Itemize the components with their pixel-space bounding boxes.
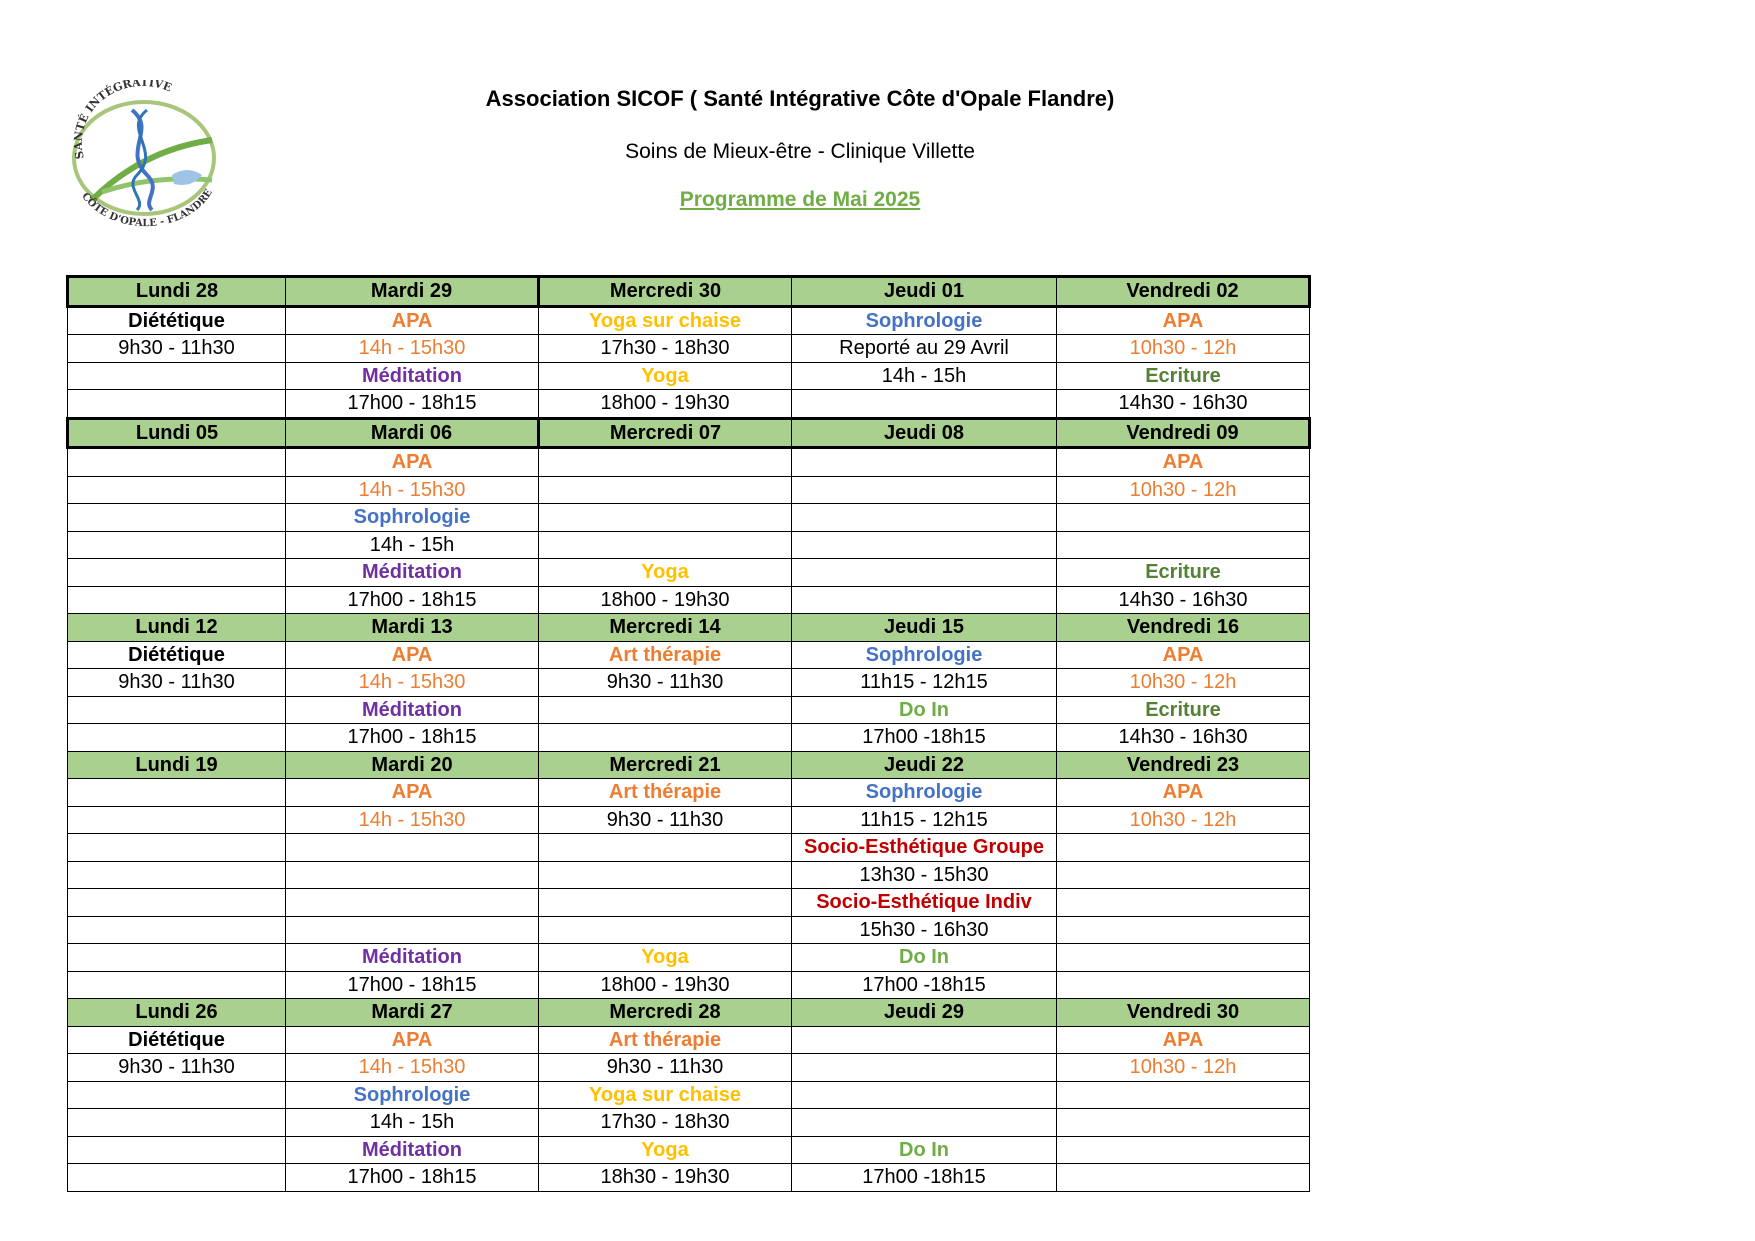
time-cell: [68, 390, 286, 419]
time-cell: [1057, 1081, 1310, 1109]
day-header: Mardi 29: [286, 277, 539, 307]
activity-cell: Yoga: [539, 559, 792, 587]
time-cell: 10h30 - 12h: [1057, 335, 1310, 363]
activity-cell: Méditation: [286, 1136, 539, 1164]
schedule-row: [68, 861, 1310, 889]
week-header-row: [68, 277, 1310, 307]
activity-cell: Sophrologie: [286, 1081, 539, 1109]
time-cell: [68, 1164, 286, 1192]
activity-cell: Sophrologie: [286, 504, 539, 532]
schedule-row: [68, 531, 1310, 559]
time-cell: [539, 834, 792, 862]
time-cell: [68, 806, 286, 834]
time-cell: 17h30 - 18h30: [539, 335, 792, 363]
time-cell: 9h30 - 11h30: [539, 806, 792, 834]
time-cell: [1057, 504, 1310, 532]
activity-cell: APA: [286, 1026, 539, 1054]
time-cell: 14h30 - 16h30: [1057, 586, 1310, 614]
logo-bottom-text: CÔTE D'OPALE - FLANDRE: [79, 187, 215, 230]
time-cell: [68, 1081, 286, 1109]
time-cell: [539, 448, 792, 477]
time-cell: [68, 1109, 286, 1137]
time-cell: [792, 1054, 1057, 1082]
schedule-row: [68, 1054, 1310, 1082]
time-cell: 14h - 15h30: [286, 1054, 539, 1082]
sicof-logo: [62, 80, 230, 230]
time-cell: Reporté au 29 Avril: [792, 335, 1057, 363]
time-cell: 17h00 - 18h15: [286, 390, 539, 419]
time-cell: 15h30 - 16h30: [792, 916, 1057, 944]
time-cell: 9h30 - 11h30: [68, 1054, 286, 1082]
activity-cell: APA: [1057, 448, 1310, 477]
schedule-row: [68, 586, 1310, 614]
time-cell: [286, 916, 539, 944]
schedule-table: [66, 275, 1311, 1192]
activity-cell: APA: [1057, 1026, 1310, 1054]
activity-cell: Do In: [792, 1136, 1057, 1164]
time-cell: 10h30 - 12h: [1057, 669, 1310, 697]
time-cell: [1057, 944, 1310, 972]
activity-cell: Méditation: [286, 362, 539, 390]
svg-text:SANTÉ INTÉGRATIVE: [72, 80, 174, 160]
time-cell: 9h30 - 11h30: [68, 335, 286, 363]
time-cell: 14h - 15h: [792, 362, 1057, 390]
schedule-row: [68, 559, 1310, 587]
page-title: Association SICOF ( Santé Intégrative Côte d'Opale Flandre): [485, 86, 1115, 111]
time-cell: 14h30 - 16h30: [1057, 724, 1310, 752]
activity-cell: Méditation: [286, 696, 539, 724]
day-header: Jeudi 08: [792, 418, 1057, 448]
schedule-row: [68, 362, 1310, 390]
time-cell: 9h30 - 11h30: [68, 669, 286, 697]
time-cell: [1057, 1164, 1310, 1192]
time-cell: [792, 476, 1057, 504]
schedule-row: [68, 834, 1310, 862]
time-cell: [286, 861, 539, 889]
time-cell: [792, 531, 1057, 559]
time-cell: [792, 586, 1057, 614]
time-cell: 10h30 - 12h: [1057, 1054, 1310, 1082]
time-cell: 9h30 - 11h30: [539, 669, 792, 697]
week-header-row: [68, 418, 1310, 448]
time-cell: [792, 448, 1057, 477]
time-cell: [68, 531, 286, 559]
activity-cell: Sophrologie: [792, 306, 1057, 335]
activity-cell: Yoga: [539, 1136, 792, 1164]
logo-top-text: SANTÉ INTÉGRATIVE: [71, 80, 174, 161]
time-cell: [286, 834, 539, 862]
time-cell: 13h30 - 15h30: [792, 861, 1057, 889]
time-cell: [68, 476, 286, 504]
schedule-row: [68, 448, 1310, 477]
time-cell: [1057, 834, 1310, 862]
time-cell: [539, 889, 792, 917]
time-cell: [792, 1081, 1057, 1109]
time-cell: [68, 448, 286, 477]
time-cell: [68, 779, 286, 807]
schedule-row: [68, 724, 1310, 752]
time-cell: 18h00 - 19h30: [539, 586, 792, 614]
activity-cell: Yoga sur chaise: [539, 306, 792, 335]
time-cell: 18h30 - 19h30: [539, 1164, 792, 1192]
activity-cell: Yoga: [539, 944, 792, 972]
activity-cell: Diététique: [68, 1026, 286, 1054]
time-cell: 14h - 15h30: [286, 335, 539, 363]
day-header: Mardi 06: [286, 418, 539, 448]
schedule-row: [68, 669, 1310, 697]
day-header: Jeudi 22: [792, 751, 1057, 779]
day-header: Lundi 26: [68, 999, 286, 1027]
schedule-row: [68, 306, 1310, 335]
time-cell: [68, 1136, 286, 1164]
schedule-row: [68, 971, 1310, 999]
time-cell: 17h00 - 18h15: [286, 724, 539, 752]
time-cell: 10h30 - 12h: [1057, 806, 1310, 834]
activity-cell: Diététique: [68, 641, 286, 669]
time-cell: [539, 724, 792, 752]
schedule-row: [68, 390, 1310, 419]
activity-cell: Yoga: [539, 362, 792, 390]
schedule-row: [68, 806, 1310, 834]
day-header: Vendredi 16: [1057, 614, 1310, 642]
activity-cell: Do In: [792, 944, 1057, 972]
activity-cell: APA: [286, 306, 539, 335]
day-header: Jeudi 29: [792, 999, 1057, 1027]
schedule-row: [68, 476, 1310, 504]
schedule-row: [68, 335, 1310, 363]
time-cell: 17h00 -18h15: [792, 1164, 1057, 1192]
time-cell: [68, 916, 286, 944]
day-header: Mardi 13: [286, 614, 539, 642]
activity-cell: Méditation: [286, 944, 539, 972]
schedule-row: [68, 696, 1310, 724]
time-cell: [539, 504, 792, 532]
activity-cell: Ecriture: [1057, 362, 1310, 390]
time-cell: [1057, 916, 1310, 944]
time-cell: 14h30 - 16h30: [1057, 390, 1310, 419]
time-cell: 14h - 15h: [286, 1109, 539, 1137]
day-header: Vendredi 23: [1057, 751, 1310, 779]
page-subtitle: Soins de Mieux-être - Clinique Villette: [625, 140, 975, 163]
time-cell: [539, 531, 792, 559]
time-cell: 11h15 - 12h15: [792, 669, 1057, 697]
day-header: Mardi 27: [286, 999, 539, 1027]
time-cell: [539, 861, 792, 889]
time-cell: [792, 504, 1057, 532]
time-cell: 11h15 - 12h15: [792, 806, 1057, 834]
day-header: Mercredi 28: [539, 999, 792, 1027]
schedule-row: [68, 916, 1310, 944]
time-cell: [792, 1026, 1057, 1054]
schedule-row: [68, 944, 1310, 972]
week-header-row: [68, 614, 1310, 642]
activity-cell: APA: [286, 448, 539, 477]
week-header-row: [68, 751, 1310, 779]
activity-cell: APA: [286, 641, 539, 669]
program-title: [380, 188, 1220, 212]
time-cell: [68, 696, 286, 724]
day-header: Lundi 19: [68, 751, 286, 779]
time-cell: 9h30 - 11h30: [539, 1054, 792, 1082]
activity-cell: Méditation: [286, 559, 539, 587]
day-header: Jeudi 01: [792, 277, 1057, 307]
time-cell: [68, 889, 286, 917]
day-header: Lundi 12: [68, 614, 286, 642]
schedule-row: [68, 889, 1310, 917]
time-cell: [1057, 1109, 1310, 1137]
time-cell: [539, 476, 792, 504]
day-header: Lundi 28: [68, 277, 286, 307]
time-cell: [792, 559, 1057, 587]
day-header: Lundi 05: [68, 418, 286, 448]
day-header: Mardi 20: [286, 751, 539, 779]
day-header: Vendredi 30: [1057, 999, 1310, 1027]
schedule-row: [68, 1081, 1310, 1109]
time-cell: [792, 390, 1057, 419]
activity-cell: Do In: [792, 696, 1057, 724]
time-cell: 17h00 -18h15: [792, 971, 1057, 999]
time-cell: 17h00 - 18h15: [286, 1164, 539, 1192]
time-cell: [539, 696, 792, 724]
time-cell: 17h00 -18h15: [792, 724, 1057, 752]
activity-cell: APA: [1057, 641, 1310, 669]
day-header: Vendredi 02: [1057, 277, 1310, 307]
activity-cell: Art thérapie: [539, 779, 792, 807]
schedule-row: [68, 779, 1310, 807]
day-header: Jeudi 15: [792, 614, 1057, 642]
time-cell: [68, 586, 286, 614]
activity-cell: Sophrologie: [792, 779, 1057, 807]
schedule-row: [68, 504, 1310, 532]
time-cell: [68, 724, 286, 752]
activity-cell: APA: [1057, 306, 1310, 335]
time-cell: [1057, 889, 1310, 917]
week-header-row: [68, 999, 1310, 1027]
time-cell: [1057, 971, 1310, 999]
time-cell: 18h00 - 19h30: [539, 390, 792, 419]
time-cell: [792, 1109, 1057, 1137]
schedule-row: [68, 1026, 1310, 1054]
activity-cell: Ecriture: [1057, 559, 1310, 587]
time-cell: [1057, 861, 1310, 889]
time-cell: [68, 504, 286, 532]
activity-cell: Socio-Esthétique Groupe: [792, 834, 1057, 862]
activity-cell: Socio-Esthétique Indiv: [792, 889, 1057, 917]
time-cell: [1057, 1136, 1310, 1164]
activity-cell: Art thérapie: [539, 1026, 792, 1054]
activity-cell: Diététique: [68, 306, 286, 335]
time-cell: 14h - 15h30: [286, 669, 539, 697]
schedule-row: [68, 1164, 1310, 1192]
activity-cell: Art thérapie: [539, 641, 792, 669]
time-cell: 14h - 15h: [286, 531, 539, 559]
activity-cell: Ecriture: [1057, 696, 1310, 724]
day-header: Vendredi 09: [1057, 418, 1310, 448]
time-cell: [1057, 531, 1310, 559]
activity-cell: APA: [286, 779, 539, 807]
time-cell: 18h00 - 19h30: [539, 971, 792, 999]
time-cell: 17h00 - 18h15: [286, 971, 539, 999]
schedule-row: [68, 641, 1310, 669]
time-cell: [68, 971, 286, 999]
time-cell: [68, 559, 286, 587]
time-cell: [68, 944, 286, 972]
day-header: Mercredi 21: [539, 751, 792, 779]
schedule-row: [68, 1109, 1310, 1137]
time-cell: [68, 861, 286, 889]
day-header: Mercredi 07: [539, 418, 792, 448]
time-cell: [539, 916, 792, 944]
activity-cell: APA: [1057, 779, 1310, 807]
program-label: Programme de Mai 2025: [679, 188, 921, 211]
time-cell: 10h30 - 12h: [1057, 476, 1310, 504]
activity-cell: Yoga sur chaise: [539, 1081, 792, 1109]
activity-cell: Sophrologie: [792, 641, 1057, 669]
day-header: Mercredi 30: [539, 277, 792, 307]
time-cell: [68, 362, 286, 390]
time-cell: 17h00 - 18h15: [286, 586, 539, 614]
day-header: Mercredi 14: [539, 614, 792, 642]
time-cell: [286, 889, 539, 917]
time-cell: 14h - 15h30: [286, 476, 539, 504]
time-cell: 17h30 - 18h30: [539, 1109, 792, 1137]
time-cell: 14h - 15h30: [286, 806, 539, 834]
time-cell: [68, 834, 286, 862]
schedule-row: [68, 1136, 1310, 1164]
